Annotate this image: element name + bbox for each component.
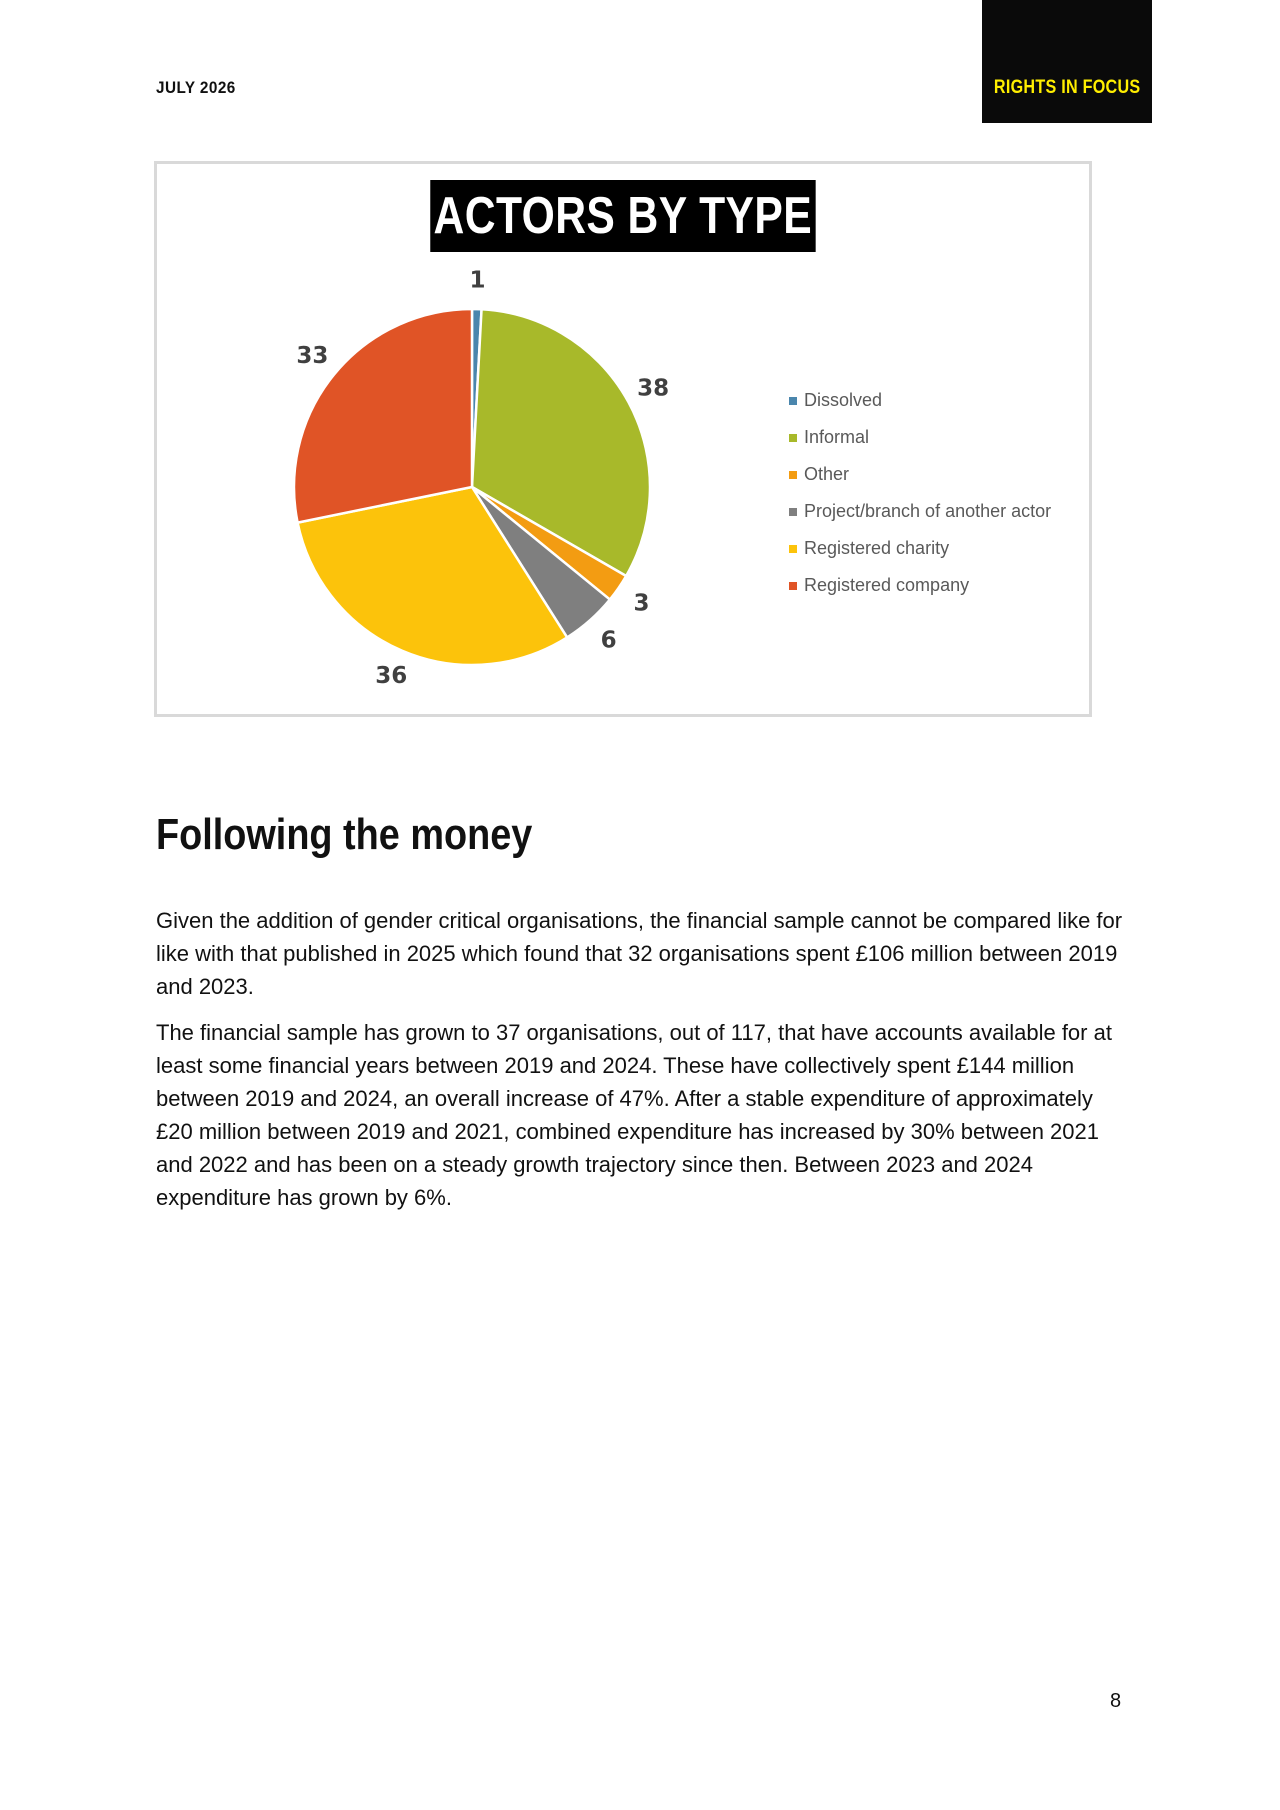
legend-label: Registered charity <box>804 538 950 558</box>
legend-swatch <box>789 508 797 516</box>
legend-label: Project/branch of another actor <box>804 501 1052 521</box>
brand-banner <box>982 0 1152 123</box>
legend-item-registered-charity <box>789 530 1051 567</box>
pie-chart-frame <box>154 161 1092 717</box>
legend-swatch <box>789 582 797 590</box>
pie-slice-registered-company <box>294 309 472 523</box>
legend-label: Other <box>804 464 850 484</box>
legend-swatch <box>789 471 797 479</box>
data-label-registered-charity: 36 <box>375 663 408 690</box>
page-number: 8 <box>1110 1690 1122 1712</box>
legend-swatch <box>789 545 797 553</box>
legend-item-dissolved <box>789 382 1051 419</box>
legend-swatch <box>789 434 797 442</box>
header-date: JULY 2026 <box>156 78 236 97</box>
data-label-informal: 38 <box>637 375 670 402</box>
legend-label: Dissolved <box>804 390 883 410</box>
chart-legend <box>789 382 1051 604</box>
chart-title: ACTORS BY TYPE <box>430 180 815 252</box>
pie-slices <box>294 309 650 665</box>
legend-item-other <box>789 456 1051 493</box>
data-label-other: 3 <box>633 590 650 617</box>
paragraph-1: Given the addition of gender critical organisations, the financial sample cannot be compared like for like with that published in 2025 which found that 32 organisations spent £106 million between 2019 and 2023. <box>156 908 1123 999</box>
legend-item-registered-company <box>789 567 1051 604</box>
data-label-project-branch-of-another-actor: 6 <box>600 627 617 654</box>
data-label-dissolved: 1 <box>469 267 486 294</box>
legend-label: Registered company <box>804 575 970 595</box>
brand-text: RIGHTS IN FOCUS <box>993 77 1141 98</box>
legend-label: Informal <box>804 427 870 447</box>
legend-item-project-branch-of-another-actor <box>789 493 1051 530</box>
data-label-registered-company: 33 <box>296 343 329 370</box>
section-title: Following the money <box>156 810 533 859</box>
paragraph-2: The financial sample has grown to 37 organisations, out of 117, that have accounts available for at least some financial years between 2019 and 2024. These have collectively spent £144 million between 2019 and 2024, an overall increase of 47%. After a stable expenditure of approximately £20 million between 2019 and 2021, combined expenditure has increased by 30% between 2021 and 2022 and has been on a steady growth trajectory since then. Between 2023 and 2024 expenditure has grown by 6%. <box>156 1020 1112 1210</box>
legend-item-informal <box>789 419 1051 456</box>
legend-swatch <box>789 397 797 405</box>
body-text <box>156 904 1131 1227</box>
